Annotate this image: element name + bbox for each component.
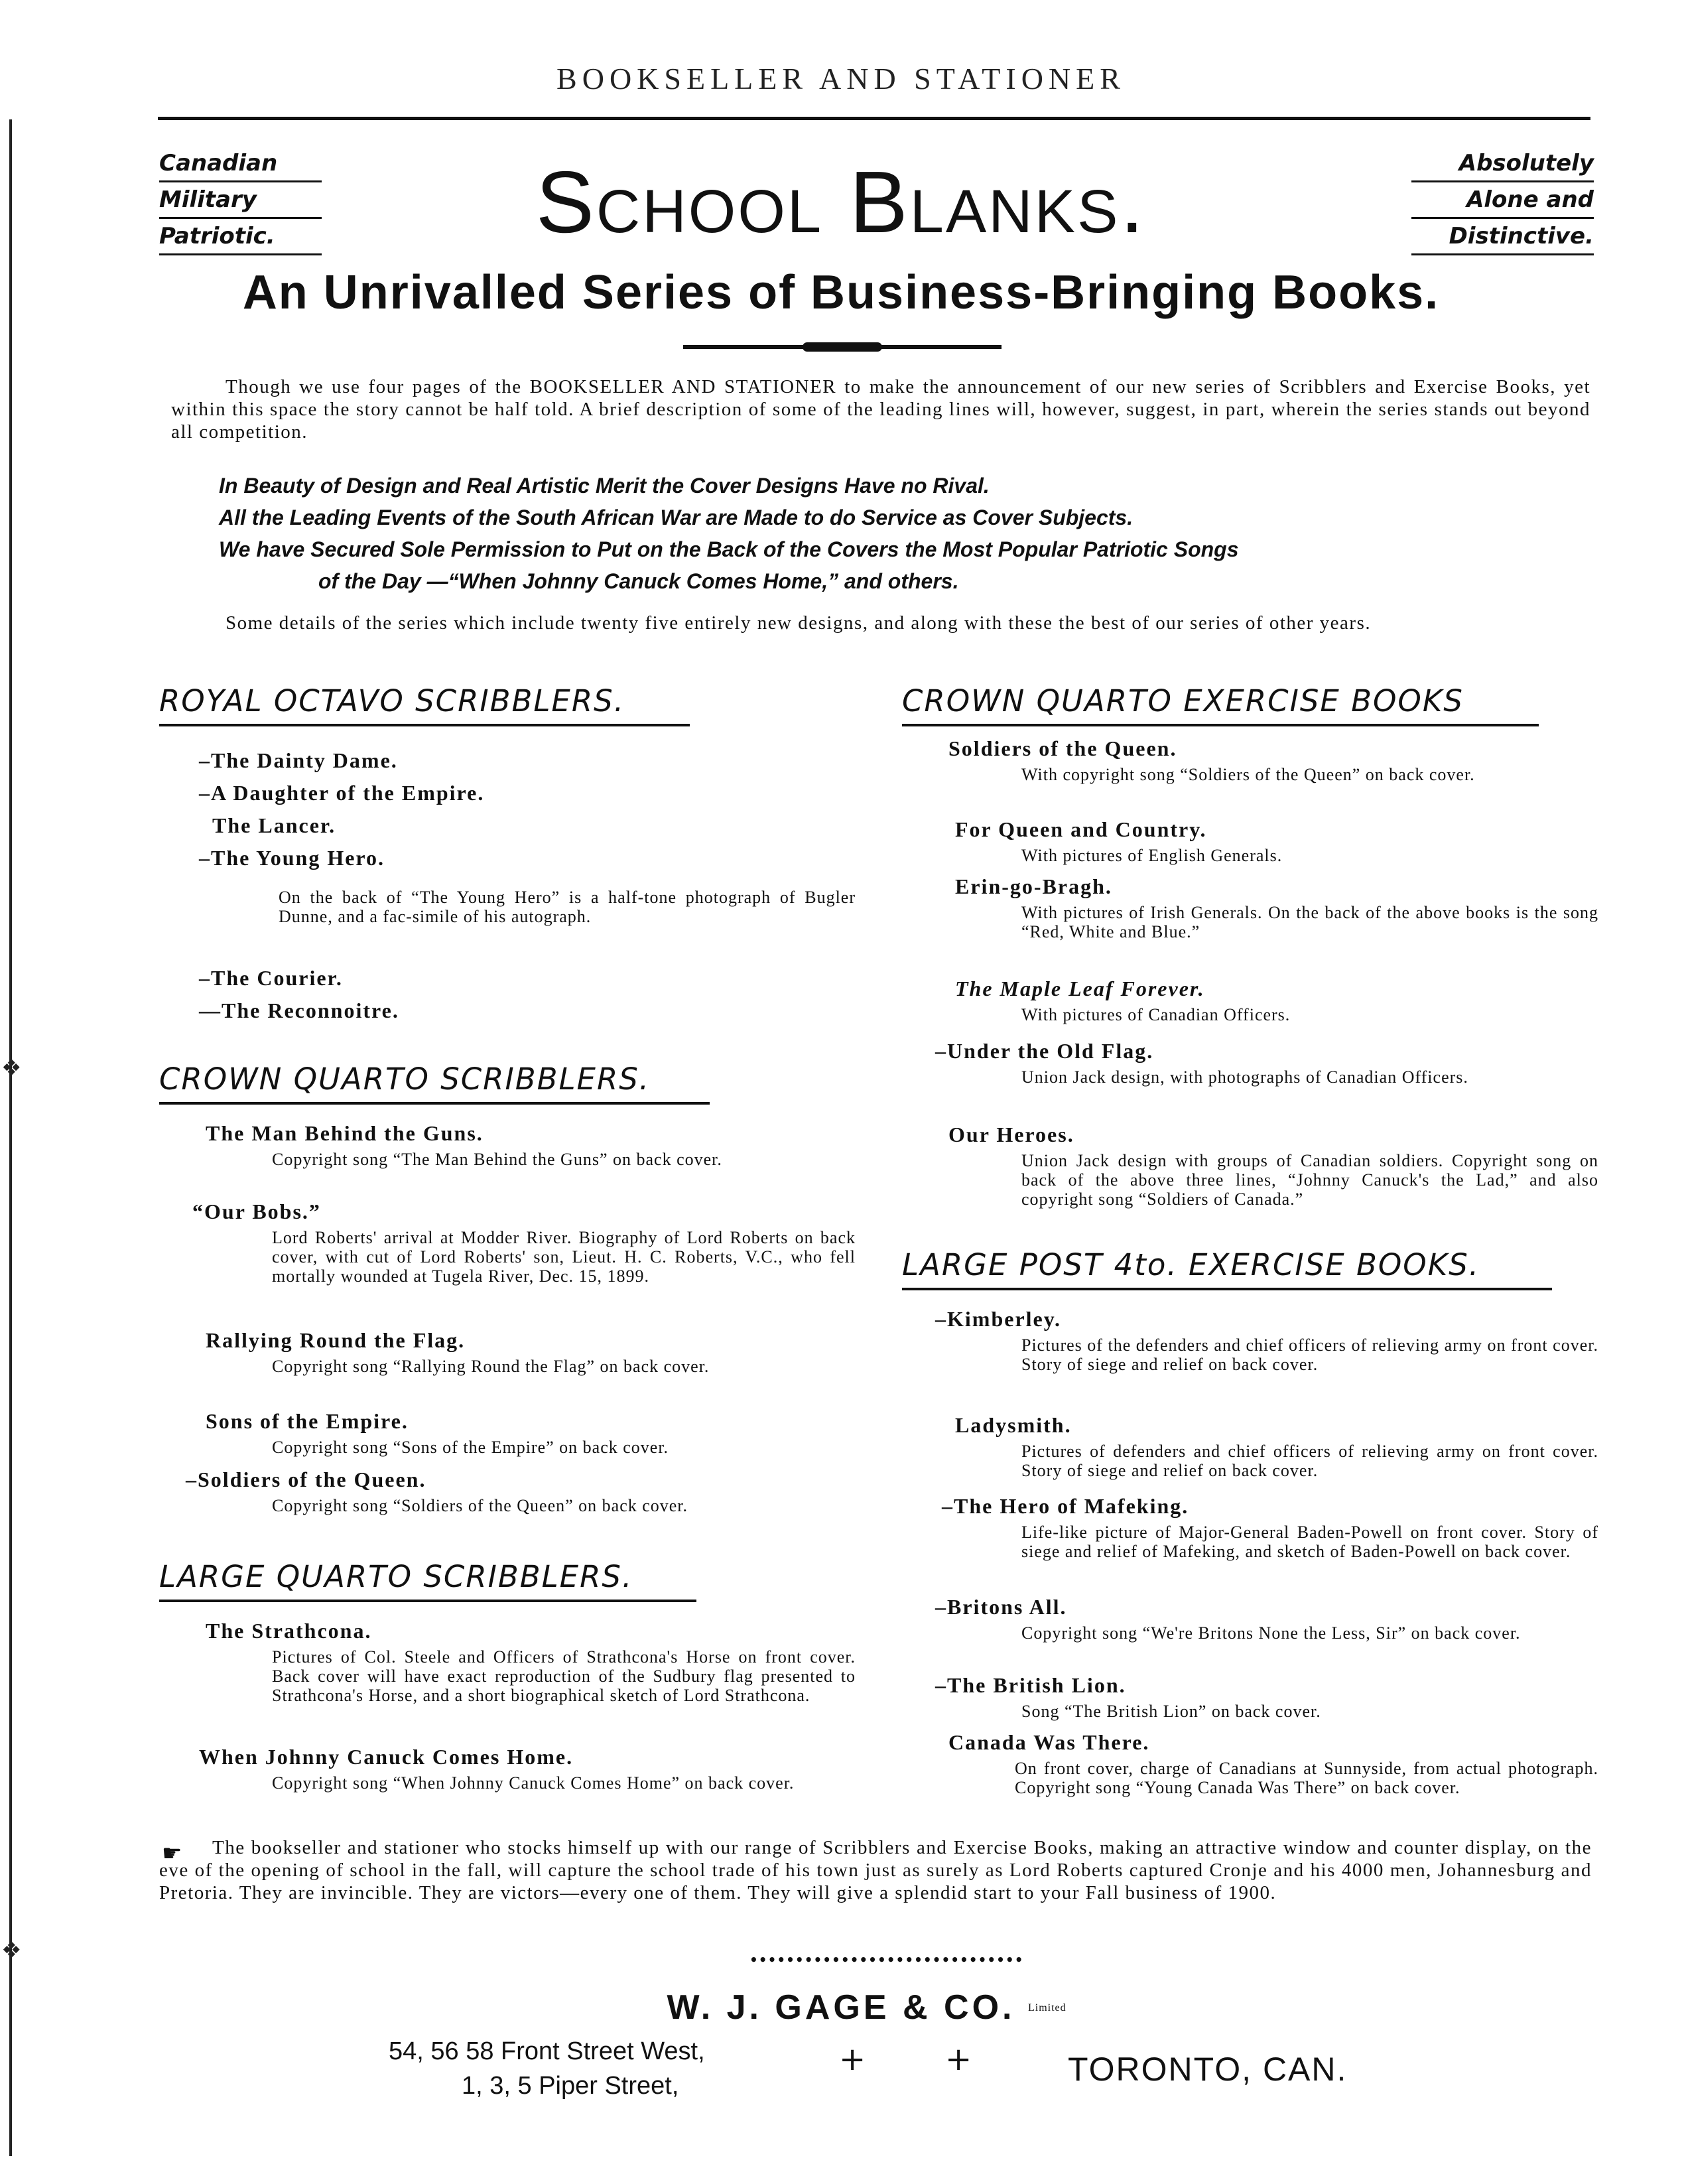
- entry-description: Copyright song “Sons of the Empire” on back cover.: [272, 1438, 669, 1457]
- right-tag-list: [1411, 146, 1594, 255]
- entry-title: –Kimberley.: [935, 1307, 1061, 1331]
- list-item: [206, 1619, 856, 1705]
- tag-item: Distinctive.: [1411, 219, 1594, 255]
- entry-description: Copyright song “When Johnny Canuck Comes Home” on back cover.: [272, 1773, 795, 1793]
- entry-description: Union Jack design with groups of Canadian soldiers. Copyright song on back of the above three lines, “Johnny Canuck's the Lad,” and also copyright song “Soldiers of Canada.”: [1021, 1151, 1598, 1209]
- list-item: [942, 1494, 1598, 1561]
- entry-title: The Lancer.: [212, 813, 336, 837]
- binding-ornament-icon: ❖: [1, 1937, 22, 1964]
- cross-ornament-icon: +: [839, 2041, 866, 2078]
- cross-ornament-icon: +: [945, 2041, 972, 2078]
- claim-line: of the Day —“When Johnny Canuck Comes Home,” and others.: [318, 569, 959, 593]
- entry-description: With pictures of Irish Generals. On the back of the above books is the song “Red, White and Blue.”: [1021, 903, 1598, 941]
- entry-description: Song “The British Lion” on back cover.: [1021, 1702, 1321, 1721]
- address-line: 54, 56 58 Front Street West,: [389, 2037, 705, 2065]
- section-heading-large-quarto-scribblers: LARGE QUARTO SCRIBBLERS.: [159, 1559, 696, 1602]
- list-item: [199, 998, 796, 1023]
- entry-description: Lord Roberts' arrival at Modder River. Biography of Lord Roberts on back cover, with cut of Lord Roberts' son, Lieut. H. C. Roberts, V.C., who fell mortally wounded at Tugela River, Dec. 15, 1899.: [272, 1228, 856, 1286]
- list-item: [948, 1123, 1598, 1209]
- claim-line: In Beauty of Design and Real Artistic Merit the Cover Designs Have no Rival.: [219, 474, 990, 498]
- list-item: [935, 1039, 1598, 1087]
- city-line: TORONTO, CAN.: [1068, 2051, 1348, 2088]
- entry-description: Life-like picture of Major-General Baden-Powell on front cover. Story of siege and relief of Mafeking, and sketch of Baden-Powell on back cover.: [1021, 1523, 1598, 1561]
- section-heading-crown-quarto-exercise: CROWN QUARTO EXERCISE BOOKS: [902, 683, 1539, 726]
- list-item: [935, 1673, 1598, 1721]
- list-item: [186, 1467, 856, 1515]
- entry-title: Sons of the Empire.: [206, 1409, 409, 1433]
- section-heading-crown-quarto-scribblers: CROWN QUARTO SCRIBBLERS.: [159, 1061, 710, 1105]
- entry-title: –Soldiers of the Queen.: [186, 1467, 426, 1491]
- list-item: [935, 1595, 1598, 1643]
- entry-title: Erin-go-Bragh.: [955, 874, 1112, 898]
- entry-description: Copyright song “Soldiers of the Queen” on back cover.: [272, 1496, 688, 1515]
- claim-line: All the Leading Events of the South African War are Made to do Service as Cover Subjects.: [219, 506, 1133, 529]
- entry-description: On front cover, charge of Canadians at Sunnyside, from actual photograph. Copyright song “Young Canada Was There” on back cover.: [1015, 1759, 1598, 1797]
- list-item: [199, 966, 796, 990]
- entry-description: With pictures of Canadian Officers.: [1021, 1005, 1291, 1024]
- list-item: [955, 874, 1598, 941]
- entry-description: With pictures of English Generals.: [1021, 846, 1283, 865]
- company-suffix: Limited: [1028, 2002, 1067, 2013]
- subtitle-rule-ornament: [803, 342, 882, 352]
- closing-paragraph: The bookseller and stationer who stocks himself up with our range of Scribblers and Exercise Books, making an attractive window and counter display, on the eve of the opening of school in the fall, will capture the school trade of his town just as surely as Lord Roberts captured Cronje and his 4000 men, Johannesburg and Pretoria. They are invincible. They are victors—every one of them. They will give a splendid start to your Fall business of 1900.: [159, 1837, 1592, 1903]
- entry-title: –Under the Old Flag.: [935, 1039, 1154, 1063]
- entry-title: –The British Lion.: [935, 1673, 1126, 1697]
- address-block: [389, 2034, 800, 2103]
- entry-title: “Our Bobs.”: [192, 1199, 321, 1223]
- list-item: [199, 781, 796, 805]
- binding-line: [9, 119, 12, 2156]
- header-rule: [158, 117, 1590, 120]
- entry-title: –The Hero of Mafeking.: [942, 1494, 1189, 1518]
- entry-title: For Queen and Country.: [955, 817, 1207, 841]
- address-line: 1, 3, 5 Piper Street,: [462, 2072, 679, 2100]
- list-item: [948, 736, 1598, 784]
- entry-description: Copyright song “The Man Behind the Guns” on back cover.: [272, 1150, 722, 1169]
- details-paragraph: Some details of the series which include twenty five entirely new designs, and along with these the best of our series of other years.: [226, 612, 1372, 634]
- entry-description: Union Jack design, with photographs of Canadian Officers.: [1021, 1067, 1468, 1087]
- entry-description: Pictures of defenders and chief officers of relieving army on front cover. Story of siege and relief on back cover.: [1021, 1442, 1598, 1480]
- tag-item: Canadian: [159, 146, 322, 182]
- list-item: [955, 977, 1598, 1024]
- entry-title: When Johnny Canuck Comes Home.: [199, 1745, 574, 1769]
- list-item: [212, 813, 809, 838]
- list-item: [948, 1730, 1598, 1797]
- tag-item: Military: [159, 182, 322, 219]
- list-item: [199, 748, 796, 773]
- intro-paragraph: Though we use four pages of the BOOKSELLER AND STATIONER to make the announcement of our new series of Scribblers and Exercise Books, yet within this space the story cannot be half told. A brief description of some of the leading lines will, however, suggest, in part, wherein the series stands out beyond all competition.: [171, 376, 1590, 443]
- entry-title: The Strathcona.: [206, 1619, 372, 1643]
- entry-description: Pictures of Col. Steele and Officers of Strathcona's Horse on front cover. Back cover will have exact reproduction of the Sudbury flag presented to Strathcona's Horse, and a short biographical sketch of Lord Strathcona.: [272, 1647, 856, 1705]
- entry-title: Canada Was There.: [948, 1730, 1150, 1754]
- entry-title: Rallying Round the Flag.: [206, 1328, 466, 1352]
- dotted-divider: ••••••••••••••••••••••••••••••: [749, 1952, 1024, 1968]
- entry-title: Ladysmith.: [955, 1413, 1072, 1437]
- list-item: [279, 884, 856, 926]
- page-title: School Blanks.: [535, 153, 1147, 251]
- list-item: [206, 1409, 856, 1457]
- list-item: [206, 1328, 856, 1376]
- company-name: W. J. GAGE & CO.: [667, 1988, 1015, 2027]
- pointing-hand-icon: ☛: [162, 1840, 182, 1867]
- entry-description: Copyright song “We're Britons None the Less, Sir” on back cover.: [1021, 1623, 1521, 1643]
- entry-title: Soldiers of the Queen.: [948, 736, 1177, 760]
- tag-item: Absolutely: [1411, 146, 1594, 182]
- section-heading-royal-octavo: ROYAL OCTAVO SCRIBBLERS.: [159, 683, 690, 726]
- entry-title: –The Young Hero.: [199, 846, 385, 870]
- entry-description: With copyright song “Soldiers of the Queen” on back cover.: [1021, 765, 1475, 784]
- entry-title: –Britons All.: [935, 1595, 1067, 1619]
- list-item: [955, 1413, 1598, 1480]
- list-item: [955, 817, 1598, 865]
- section-heading-large-post: LARGE POST 4to. EXERCISE BOOKS.: [902, 1247, 1552, 1290]
- entry-title: –The Courier.: [199, 966, 343, 990]
- entry-title: The Maple Leaf Forever.: [955, 977, 1205, 1000]
- tag-item: Patriotic.: [159, 219, 322, 255]
- list-item: [192, 1199, 856, 1286]
- binding-ornament-icon: ❖: [1, 1055, 22, 1081]
- entry-description: On the back of “The Young Hero” is a half-tone photograph of Bugler Dunne, and a fac-simile of his autograph.: [279, 888, 856, 926]
- list-item: [206, 1121, 856, 1169]
- entry-description: Copyright song “Rallying Round the Flag” on back cover.: [272, 1357, 710, 1376]
- entry-description: Pictures of the defenders and chief officers of relieving army on front cover. Story of siege and relief on back cover.: [1021, 1335, 1598, 1374]
- entry-title: –A Daughter of the Empire.: [199, 781, 485, 805]
- list-item: [935, 1307, 1598, 1374]
- entry-title: –The Dainty Dame.: [199, 748, 398, 772]
- list-item: [199, 846, 796, 870]
- list-item: [199, 1745, 856, 1793]
- entry-title: Our Heroes.: [948, 1123, 1074, 1146]
- claims-block: [219, 470, 1592, 597]
- tag-item: Alone and: [1411, 182, 1594, 219]
- subtitle: An Unrivalled Series of Business-Bringing Books.: [242, 266, 1440, 319]
- entry-title: The Man Behind the Guns.: [206, 1121, 484, 1145]
- entry-title: —The Reconnoitre.: [199, 998, 399, 1022]
- claim-line: We have Secured Sole Permission to Put on the Back of the Covers the Most Popular Patriotic Songs: [219, 537, 1239, 561]
- running-head: BOOKSELLER AND STATIONER: [556, 62, 1126, 96]
